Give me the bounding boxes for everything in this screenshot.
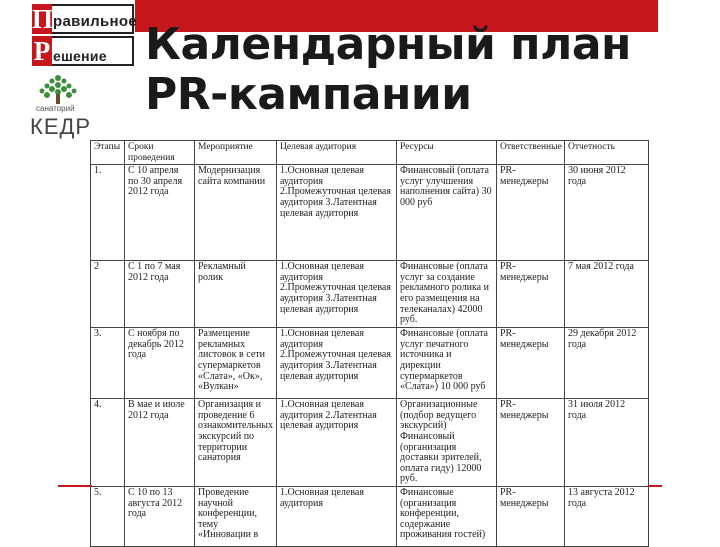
cell-resources: Финансовые (оплата услуг печатного источника и дирекции супермаркетов «Слата») 10 000 руб: [397, 328, 497, 399]
header-responsible: Ответственные: [497, 141, 565, 165]
cell-stage: 3.: [91, 328, 125, 399]
header-stage: Этапы: [91, 141, 125, 165]
cell-report: 30 июня 2012 года: [565, 165, 649, 261]
table-row: [91, 486, 649, 546]
decorative-line-right: [648, 485, 662, 487]
logo-letter-r: Р: [33, 36, 51, 66]
cell-event: Рекламный ролик: [195, 261, 277, 328]
cell-dates: С 10 по 13 августа 2012 года: [125, 486, 195, 546]
cell-report: 31 июля 2012 года: [565, 399, 649, 487]
cell-responsible: PR-менеджеры: [497, 486, 565, 546]
cell-dates: С 10 апреля по 30 апреля 2012 года: [125, 165, 195, 261]
header-resources: Ресурсы: [397, 141, 497, 165]
logo-letter-p: П: [32, 4, 54, 34]
cell-resources: Финансовые (организация конференции, содержание проживания гостей): [397, 486, 497, 546]
calendar-plan-table-wrapper: [90, 140, 648, 541]
cell-resources: Финансовый (оплата услуг улучшения наполнения сайта) 30 000 руб: [397, 165, 497, 261]
table-row: [91, 165, 649, 261]
cell-event: Проведение научной конференции, тему «Инновации в: [195, 486, 277, 546]
decorative-line-left: [58, 485, 92, 487]
cell-resources: Организационные (подбор ведущего экскурсий) Финансовый (организация доставки зрителей, оплата гиду) 12000 руб.: [397, 399, 497, 487]
cell-dates: С 1 по 7 мая 2012 года: [125, 261, 195, 328]
cell-resources: Финансовые (оплата услуг за создание рекламного ролика и его размещения на телеканалах) 42000 руб.: [397, 261, 497, 328]
cell-responsible: PR-менеджеры: [497, 261, 565, 328]
cell-responsible: PR-менеджеры: [497, 399, 565, 487]
header-report: Отчетность: [565, 141, 649, 165]
calendar-plan-table: [90, 140, 649, 547]
header-event: Мероприятие: [195, 141, 277, 165]
cedar-tree-icon: [36, 74, 80, 106]
cell-responsible: PR-менеджеры: [497, 165, 565, 261]
cell-audience: 1.Основная целевая аудитория 2.Латентная целевая аудитория: [277, 399, 397, 487]
cell-event: Организация и проведение 6 ознакомительных экскурсий по территории санатория: [195, 399, 277, 487]
cell-audience: 1.Основная целевая аудитория 2.Промежуточная целевая аудитория 3.Латентная целевая аудитория: [277, 165, 397, 261]
page-title: Календарный план PR-кампании: [145, 19, 631, 120]
cell-event: Размещение рекламных листовок в сети супермаркетов «Слата», «Ок», «Вулкан»: [195, 328, 277, 399]
table-row: [91, 328, 649, 399]
cell-audience: 1.Основная целевая аудитория 2.Промежуточная целевая аудитория 3.Латентная целевая аудитория: [277, 261, 397, 328]
cell-report: 7 мая 2012 года: [565, 261, 649, 328]
logo-word-pravilnoe: равильное: [53, 13, 137, 30]
kedr-logo: [30, 74, 100, 144]
logo-word-reshenie: ешение: [53, 48, 107, 64]
kedr-name: КЕДР: [30, 114, 92, 139]
table-header-row: [91, 141, 649, 165]
table-row: [91, 261, 649, 328]
header-audience: Целевая аудитория: [277, 141, 397, 165]
cell-report: 13 августа 2012 года: [565, 486, 649, 546]
cell-dates: В мае и июле 2012 года: [125, 399, 195, 487]
cell-audience: 1.Основная целевая аудитория 2.Промежуточная целевая аудитория 3.Латентная целевая аудитория: [277, 328, 397, 399]
cell-audience: 1.Основная целевая аудитория: [277, 486, 397, 546]
cell-responsible: PR-менеджеры: [497, 328, 565, 399]
cell-stage: 1.: [91, 165, 125, 261]
cell-report: 29 декабря 2012 года: [565, 328, 649, 399]
pravilnoe-reshenie-logo: [32, 4, 136, 66]
cell-event: Модернизация сайта компании: [195, 165, 277, 261]
kedr-subtitle: санаторий: [36, 104, 75, 113]
cell-dates: С ноября по декабрь 2012 года: [125, 328, 195, 399]
cell-stage: 4.: [91, 399, 125, 487]
cell-stage: 2: [91, 261, 125, 328]
header-dates: Сроки проведения: [125, 141, 195, 165]
table-row: [91, 399, 649, 487]
cell-stage: 5.: [91, 486, 125, 546]
